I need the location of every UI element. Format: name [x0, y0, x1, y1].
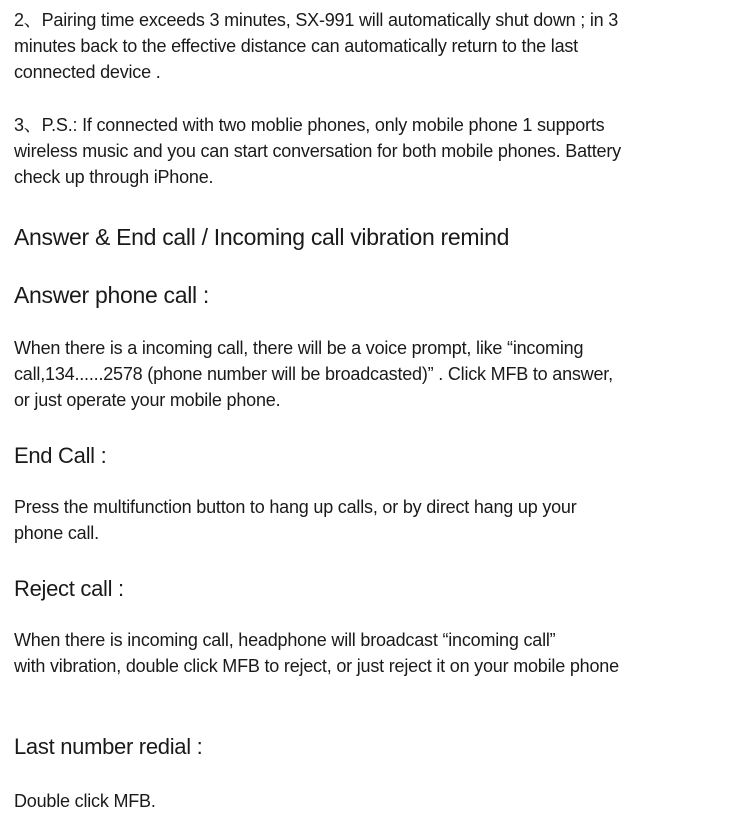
section-title: Answer & End call / Incoming call vibration remind: [14, 224, 510, 250]
end-call-paragraph: [14, 494, 726, 546]
reject-line-2: with vibration, double click MFB to reject, or just reject it on your mobile phone: [14, 656, 619, 676]
pairing-line-2: minutes back to the effective distance can automatically return to the last: [14, 36, 578, 56]
redial-paragraph: [14, 788, 726, 814]
answer-line-3: or just operate your mobile phone.: [14, 390, 281, 410]
pairing-paragraph: [14, 7, 726, 85]
ps-line-2: wireless music and you can start conversation for both mobile phones. Battery: [14, 141, 621, 161]
reject-call-heading: Reject call :: [14, 576, 124, 601]
redial-heading: Last number redial :: [14, 734, 203, 759]
reject-call-paragraph: [14, 627, 726, 679]
end-call-line-2: phone call.: [14, 523, 99, 543]
answer-call-paragraph: [14, 335, 726, 413]
ps-paragraph: [14, 112, 726, 190]
ps-line-3: check up through iPhone.: [14, 167, 214, 187]
ps-line-1: 3、P.S.: If connected with two moblie phones, only mobile phone 1 supports: [14, 115, 605, 135]
end-call-heading: End Call :: [14, 443, 107, 468]
reject-line-1: When there is incoming call, headphone will broadcast “incoming call”: [14, 630, 556, 650]
answer-call-heading: Answer phone call :: [14, 282, 210, 308]
end-call-line-1: Press the multifunction button to hang up calls, or by direct hang up your: [14, 497, 577, 517]
pairing-line-1: 2、Pairing time exceeds 3 minutes, SX-991 will automatically shut down ; in 3: [14, 10, 619, 30]
pairing-line-3: connected device .: [14, 62, 161, 82]
redial-line-1: Double click MFB.: [14, 791, 156, 811]
answer-line-1: When there is a incoming call, there will be a voice prompt, like “incoming: [14, 338, 584, 358]
answer-line-2: call,134......2578 (phone number will be broadcasted)” . Click MFB to answer,: [14, 364, 613, 384]
